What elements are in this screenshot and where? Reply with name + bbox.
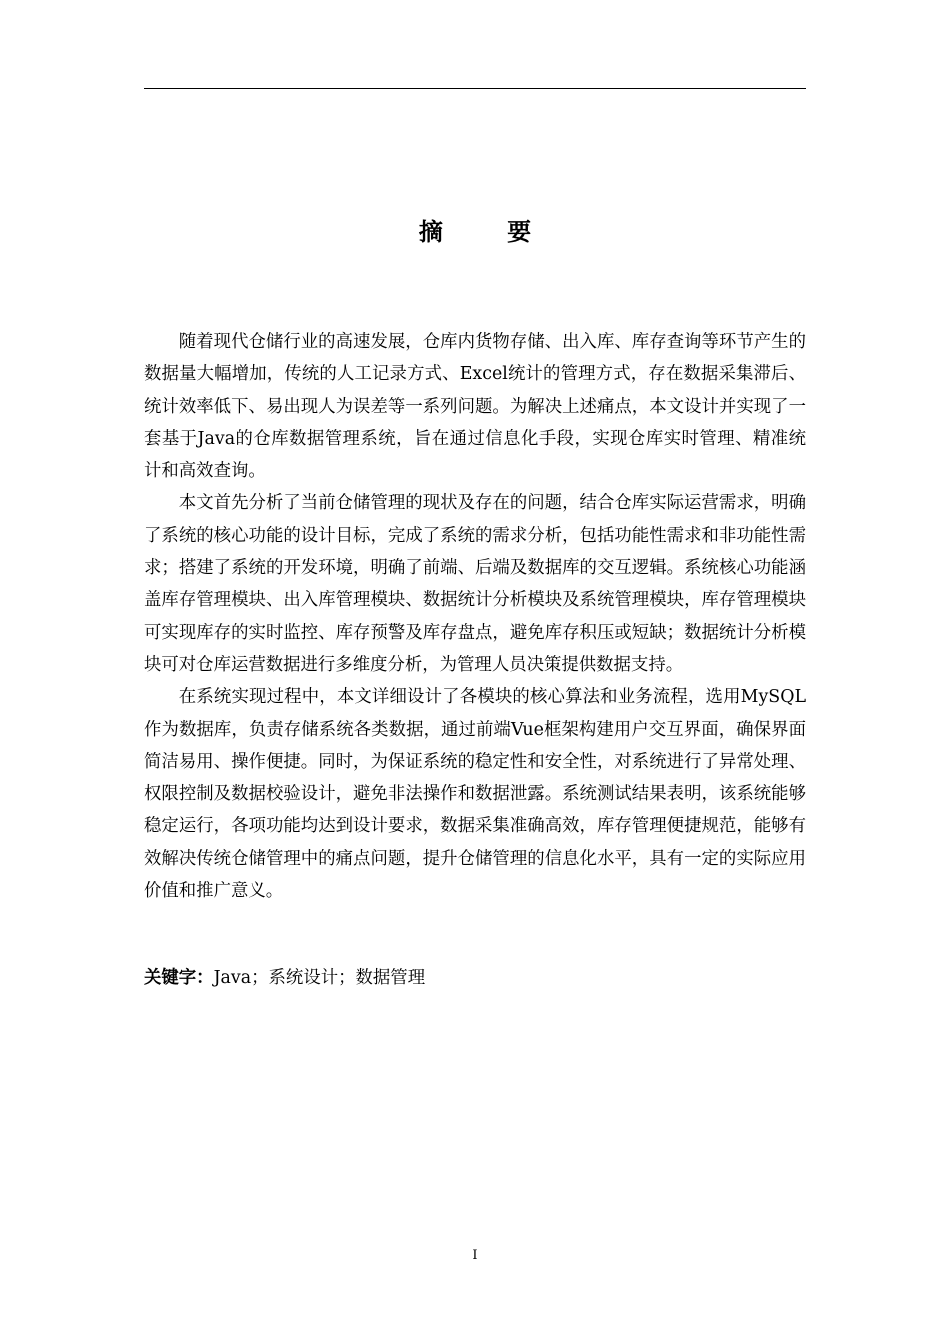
- keyword-separator-2: ；: [338, 968, 356, 988]
- abstract-paragraph-1: 随着现代仓储行业的高速发展，仓库内货物存储、出入库、库存查询等环节产生的数据量大幅增加，传统的人工记录方式、Excel统计的管理方式，存在数据采集滞后、统计效率低下、易出现人为误差等一系列问题。为解决上述痛点，本文设计并实现了一套基于Java的仓库数据管理系统，旨在通过信息化手段，实现仓库实时管理、精准统计和高效查询。: [144, 332, 806, 482]
- keywords-label: 关键字：: [144, 968, 214, 988]
- keywords-line: [144, 962, 806, 994]
- keyword-2: 系统设计: [268, 968, 339, 988]
- abstract-title: 摘 要: [418, 218, 560, 246]
- abstract-paragraph-3: 在系统实现过程中，本文详细设计了各模块的核心算法和业务流程，选用MySQL作为数据库，负责存储系统各类数据，通过前端Vue框架构建用户交互界面，确保界面简洁易用、操作便捷。同时，为保证系统的稳定性和安全性，对系统进行了异常处理、权限控制及数据校验设计，避免非法操作和数据泄露。系统测试结果表明，该系统能够稳定运行，各项功能均达到设计要求，数据采集准确高效，库存管理便捷规范，能够有效解决传统仓储管理中的痛点问题，提升仓储管理的信息化水平，具有一定的实际应用价值和推广意义。: [144, 687, 806, 902]
- page-number: I: [472, 1248, 478, 1263]
- keyword-1: Java: [213, 968, 252, 988]
- abstract-paragraph-2: 本文首先分析了当前仓储管理的现状及存在的问题，结合仓库实际运营需求，明确了系统的核心功能的设计目标，完成了系统的需求分析，包括功能性需求和非功能性需求；搭建了系统的开发环境，明确了前端、后端及数据库的交互逻辑。系统核心功能涵盖库存管理模块、出入库管理模块、数据统计分析模块及系统管理模块，库存管理模块可实现库存的实时监控、库存预警及库存盘点，避免库存积压或短缺；数据统计分析模块可对仓库运营数据进行多维度分析，为管理人员决策提供数据支持。: [144, 493, 806, 675]
- header-rule: [144, 88, 806, 89]
- abstract-body: [144, 326, 806, 907]
- keyword-3: 数据管理: [355, 968, 426, 988]
- keyword-separator-1: ；: [251, 968, 269, 988]
